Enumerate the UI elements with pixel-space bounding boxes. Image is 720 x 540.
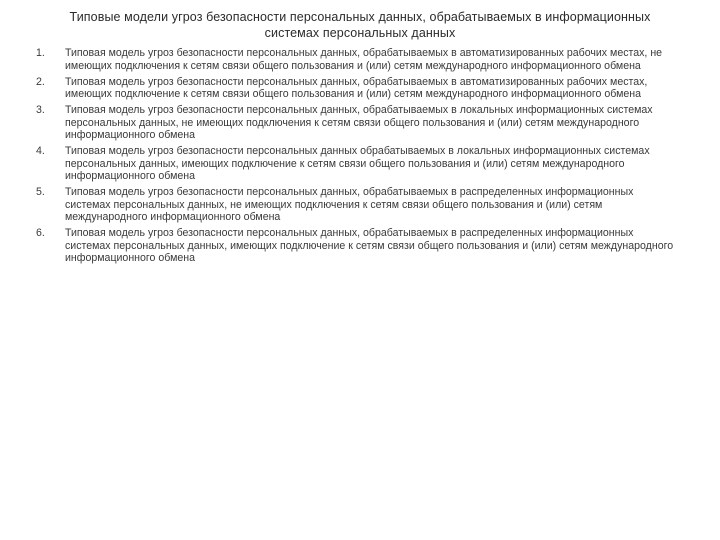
title-line-1: Типовые модели угроз безопасности персональных данных, обрабатываемых в информационных	[69, 10, 651, 24]
list-item	[36, 145, 676, 183]
list-item-text: Типовая модель угроз безопасности персональных данных, обрабатываемых в автоматизированных рабочих местах, имеющих подключение к сетям связи общего пользования и (или) сетям международного информационного обмена	[65, 75, 648, 100]
list-item-number: 4.	[36, 145, 45, 157]
list-item-number: 5.	[36, 186, 45, 198]
list-item-number: 2.	[36, 75, 45, 88]
list-item-text: Типовая модель угроз безопасности персональных данных, обрабатываемых в распределенных информационных системах персональных данных, имеющих подключение к сетям связи общего пользования и (или) сетям международного информационного обмена	[65, 227, 674, 264]
list-item-text: Типовая модель угроз безопасности персональных данных обрабатываемых в локальных информационных системах персональных данных, имеющих подключение к сетям связи общего пользования и (или) сетям международного информационного обмена	[65, 145, 650, 182]
threat-model-list	[36, 47, 676, 268]
list-item	[36, 76, 676, 101]
list-item-number: 3.	[36, 104, 45, 116]
title-line-2: системах персональных данных	[264, 26, 456, 40]
list-item-text: Типовая модель угроз безопасности персональных данных, обрабатываемых в распределенных информационных системах персональных данных, не имеющих подключения к сетям связи общего пользования и (или) сетям международного информационного обмена	[65, 186, 634, 223]
page-title	[40, 9, 680, 41]
list-item-text: Типовая модель угроз безопасности персональных данных, обрабатываемых в автоматизированных рабочих местах, не имеющих подключения к сетям связи общего пользования и (или) сетям международного информационного обмена	[65, 47, 663, 72]
list-item-text: Типовая модель угроз безопасности персональных данных, обрабатываемых в локальных информационных системах персональных данных, не имеющих подключения к сетям связи общего пользования и (или) сетям международного информационного обмена	[65, 104, 653, 141]
list-item-number: 6.	[36, 227, 45, 239]
list-item	[36, 47, 676, 72]
list-item	[36, 186, 676, 224]
list-item	[36, 104, 676, 142]
list-item	[36, 227, 676, 265]
list-item-number: 1.	[36, 47, 45, 59]
